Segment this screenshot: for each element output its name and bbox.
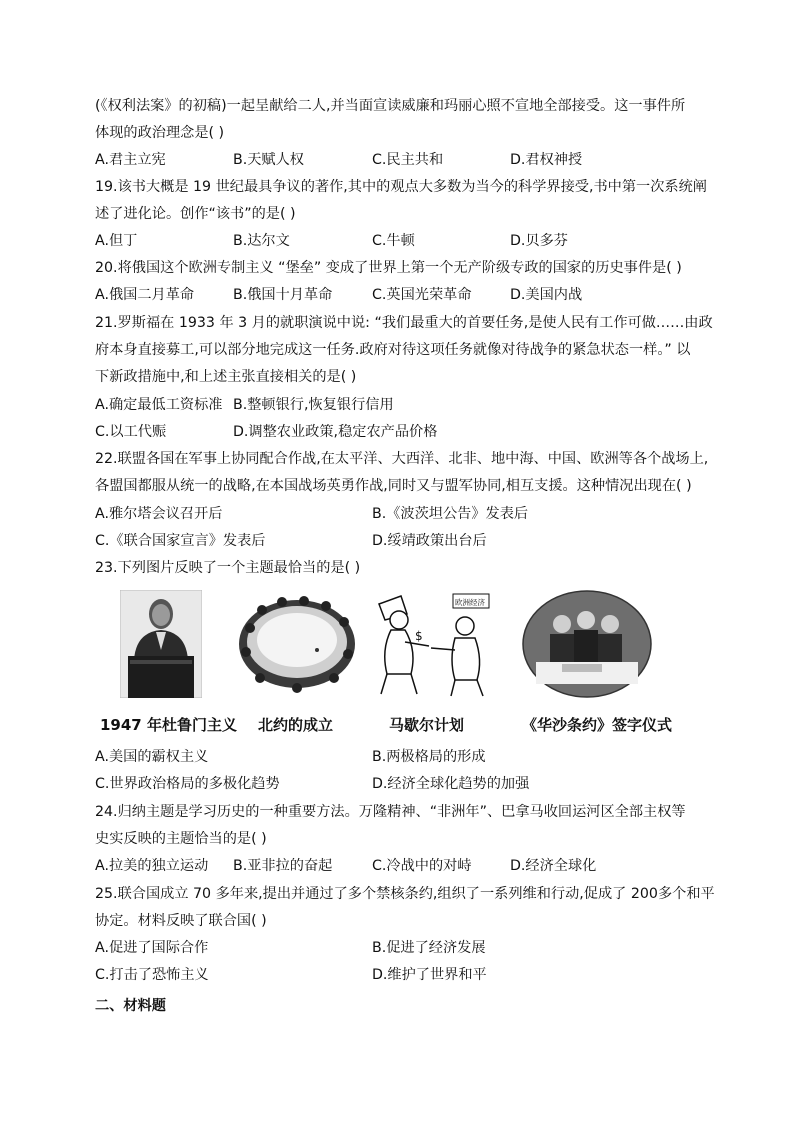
- q21-option-d[interactable]: D.调整农业政策,稳定农产品价格: [233, 424, 438, 440]
- q25-option-d[interactable]: D.维护了世界和平: [372, 967, 487, 983]
- q22-option-d[interactable]: D.绥靖政策出台后: [372, 533, 487, 549]
- q18-option-c[interactable]: C.民主共和: [372, 152, 444, 168]
- q24-stem-line1: 24.归纳主题是学习历史的一种重要方法。万隆精神、“非洲年”、巴拿马收回运河区全部主权等: [95, 804, 686, 820]
- q24-stem-line2: 史实反映的主题恰当的是( ): [95, 831, 267, 847]
- q23-option-a[interactable]: A.美国的霸权主义: [95, 749, 209, 765]
- q19-option-c[interactable]: C.牛顿: [372, 233, 415, 249]
- q18-stem-line2: 体现的政治理念是( ): [95, 125, 225, 141]
- q20-stem-line1: 20.将俄国这个欧洲专制主义 “堡垒” 变成了世界上第一个无产阶级专政的国家的历史事件是( ): [95, 260, 682, 276]
- q18-stem-line1: (《权利法案》的初稿)一起呈献给二人,并当面宣读威廉和玛丽心照不宣地全部接受。这一事件所: [95, 98, 686, 114]
- q25-option-b[interactable]: B.促进了经济发展: [372, 940, 486, 956]
- q23-caption-3: 马歇尔计划: [389, 716, 465, 734]
- marshall-plan-cartoon: [371, 590, 495, 698]
- q24-option-a[interactable]: A.拉美的独立运动: [95, 858, 209, 874]
- q19-stem-line2: 述了进化论。创作“该书”的是( ): [95, 206, 296, 222]
- q22-stem-line1: 22.联盟各国在军事上协同配合作战,在太平洋、大西洋、北非、地中海、中国、欧洲等各个战场上,: [95, 451, 709, 467]
- q18-option-d[interactable]: D.君权神授: [510, 152, 583, 168]
- section-heading: 二、材料题: [95, 998, 166, 1014]
- q21-option-b[interactable]: B.整顿银行,恢复银行信用: [233, 397, 394, 413]
- q23-stem-line1: 23.下列图片反映了一个主题最恰当的是( ): [95, 560, 361, 576]
- q21-stem-line2: 府本身直接募工,可以部分地完成这一任务.政府对待这项任务就像对待战争的紧急状态一样。” 以: [95, 342, 691, 358]
- warsaw-pact-signing-photo: [522, 590, 652, 698]
- q22-option-c[interactable]: C.《联合国家宣言》发表后: [95, 533, 266, 549]
- q19-stem-line1: 19.该书大概是 19 世纪最具争议的著作,其中的观点大多数为当今的科学界接受,书中第一次系统阐: [95, 179, 707, 195]
- q23-option-d[interactable]: D.经济全球化趋势的加强: [372, 776, 530, 792]
- q23-option-c[interactable]: C.世界政治格局的多极化趋势: [95, 776, 280, 792]
- q20-option-c[interactable]: C.英国光荣革命: [372, 287, 472, 303]
- q22-option-a[interactable]: A.雅尔塔会议召开后: [95, 506, 223, 522]
- q18-option-b[interactable]: B.天赋人权: [233, 152, 304, 168]
- q24-option-b[interactable]: B.亚非拉的奋起: [233, 858, 333, 874]
- q18-option-a[interactable]: A.君主立宪: [95, 152, 166, 168]
- q22-stem-line2: 各盟国都服从统一的战略,在本国战场英勇作战,同时又与盟军协同,相互支援。这种情况出现在( ): [95, 478, 692, 494]
- truman-speech-photo: [120, 590, 202, 698]
- q24-option-c[interactable]: C.冷战中的对峙: [372, 858, 472, 874]
- q23-caption-1: 1947 年杜鲁门主义: [100, 716, 237, 734]
- q20-option-d[interactable]: D.美国内战: [510, 287, 583, 303]
- q23-option-b[interactable]: B.两极格局的形成: [372, 749, 486, 765]
- svg-text:$: $: [415, 629, 423, 643]
- q21-stem-line3: 下新政措施中,和上述主张直接相关的是( ): [95, 369, 357, 385]
- q21-option-a[interactable]: A.确定最低工资标准: [95, 397, 223, 413]
- q21-stem-line1: 21.罗斯福在 1933 年 3 月的就职演说中说: “我们最重大的首要任务,是使人民有工作可做……由政: [95, 315, 713, 331]
- nato-founding-photo: [232, 590, 362, 698]
- q19-option-a[interactable]: A.但丁: [95, 233, 138, 249]
- q20-option-b[interactable]: B.俄国十月革命: [233, 287, 333, 303]
- q25-stem-line2: 协定。材料反映了联合国( ): [95, 913, 267, 929]
- q25-stem-line1: 25.联合国成立 70 多年来,提出并通过了多个禁核条约,组织了一系列维和行动,促成了 200多个和平: [95, 886, 715, 902]
- q25-option-c[interactable]: C.打击了恐怖主义: [95, 967, 209, 983]
- q23-caption-2: 北约的成立: [258, 716, 334, 734]
- q22-option-b[interactable]: B.《波茨坦公告》发表后: [372, 506, 529, 522]
- q21-option-c[interactable]: C.以工代赈: [95, 424, 167, 440]
- q20-option-a[interactable]: A.俄国二月革命: [95, 287, 195, 303]
- q24-option-d[interactable]: D.经济全球化: [510, 858, 597, 874]
- cartoon-sign-text: 欧洲经济: [455, 598, 485, 607]
- q19-option-d[interactable]: D.贝多芬: [510, 233, 568, 249]
- q25-option-a[interactable]: A.促进了国际合作: [95, 940, 209, 956]
- q19-option-b[interactable]: B.达尔文: [233, 233, 290, 249]
- q23-caption-4: 《华沙条约》签字仪式: [522, 716, 673, 734]
